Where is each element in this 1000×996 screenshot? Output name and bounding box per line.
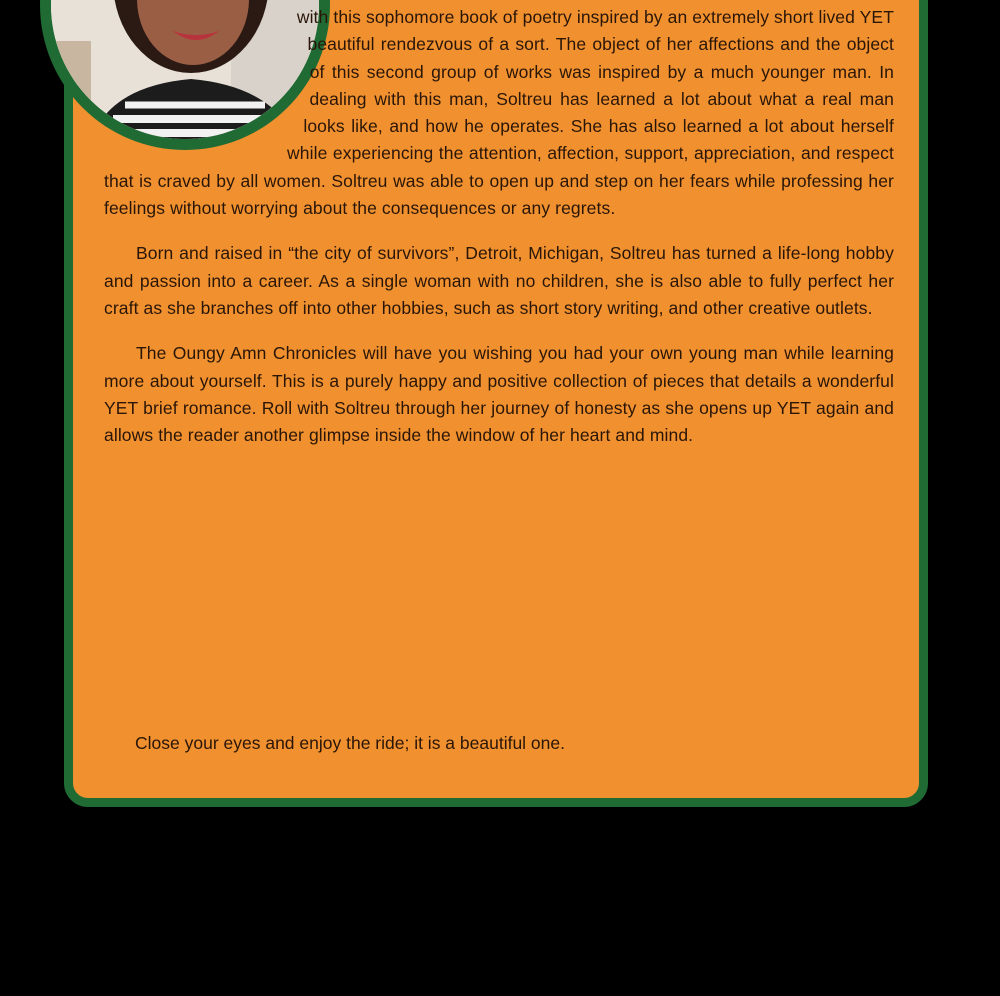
portrait-wrap-spacer — [20, 0, 320, 154]
bio-paragraph-1: with this sophomore book of poetry inspired by an extremely short lived YET beautiful rendezvous of a sort. The object of her affections and the object of this second group of works was inspired by a much younger man. In dealing with this man, Soltreu has learned a lot about what a real man looks like, and how he operates. She has also learned a lot about herself while experiencing the attention, affection, support, appreciation, and respect that is craved by all women. Soltreu was able to open up and step on her fears while professing her feelings without worrying about the consequences or any regrets. — [104, 7, 894, 219]
bio-paragraph-2: Born and raised in “the city of survivors”, Detroit, Michigan, Soltreu has turned a life-long hobby and passion into a career. As a single woman with no children, she is also able to fully perfect her craft as she branches off into other hobbies, such as short story writing, and other creative outlets. — [104, 243, 894, 318]
bio-paragraph-3: The Oungy Amn Chronicles will have you wishing you had your own young man while learning more about yourself. This is a purely happy and positive collection of pieces that details a wonderful YET brief romance. Roll with Soltreu through her journey of honesty as she opens up YET again and allows the reader another glimpse inside the window of her heart and mind. — [104, 343, 894, 446]
author-biography — [104, 4, 894, 467]
closing-line: Close your eyes and enjoy the ride; it is a beautiful one. — [135, 733, 565, 753]
